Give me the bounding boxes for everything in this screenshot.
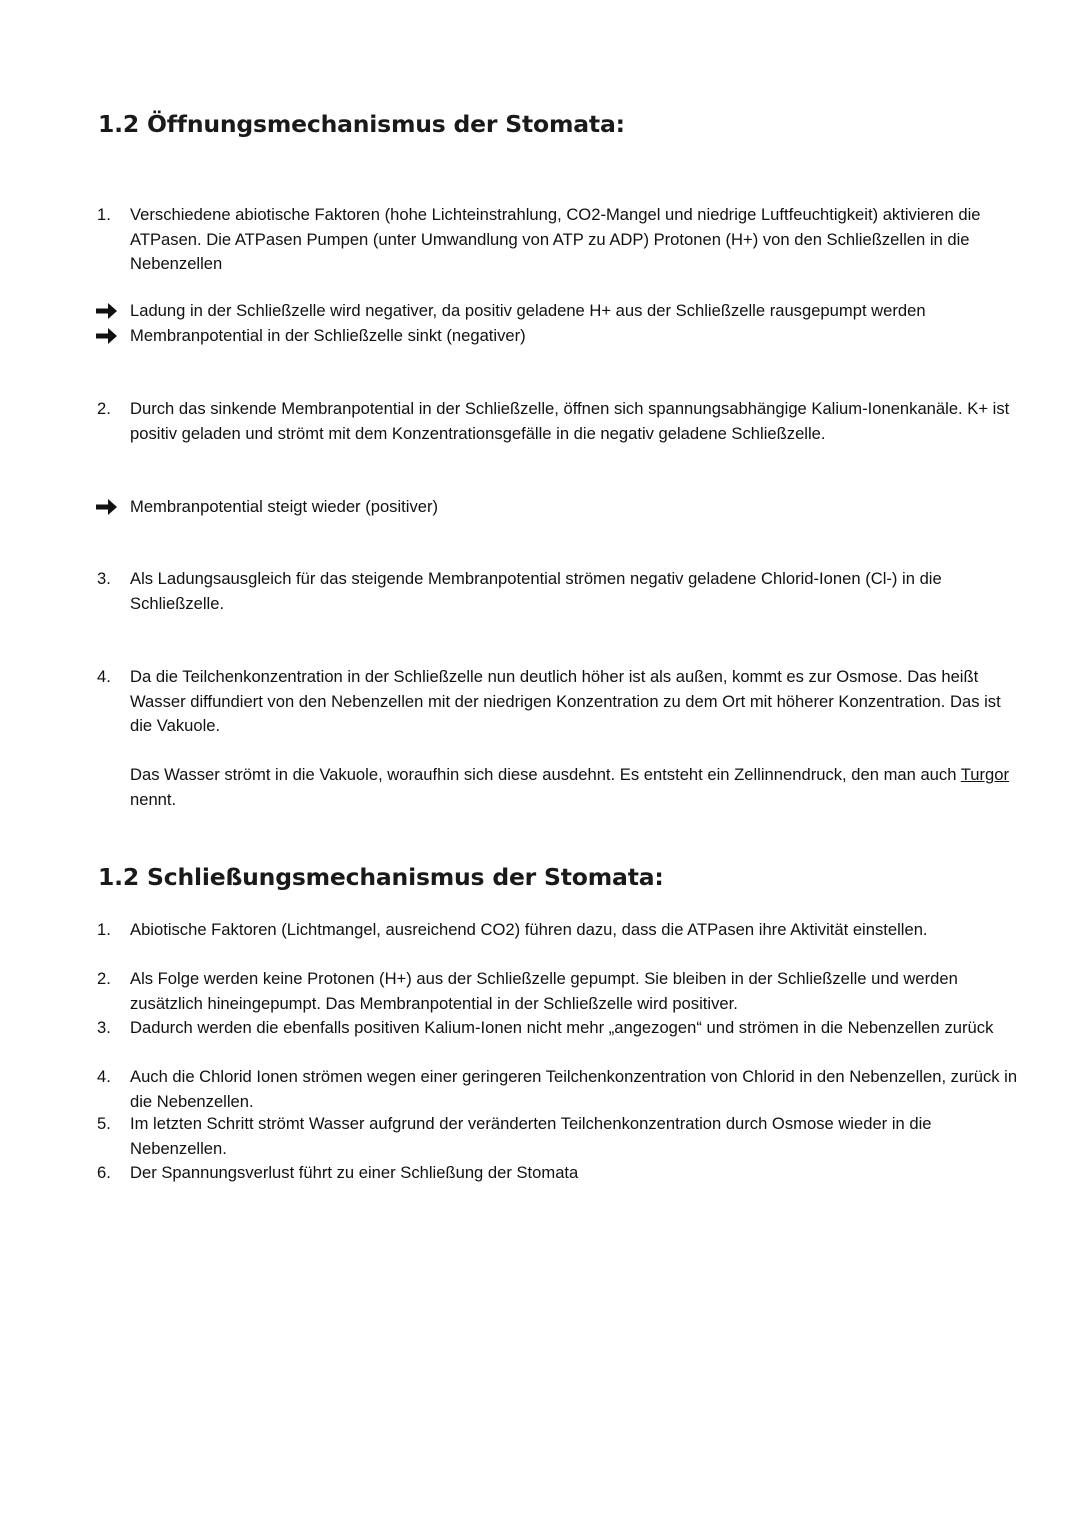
opening-step-1-number: 1.	[97, 205, 111, 224]
opening-step-2-text: Durch das sinkende Membranpotential in der Schließzelle, öffnen sich spannungsabhängige Kalium-Ionenkanäle. K+ ist positiv geladen und strömt mit dem Konzentrationsgefälle in die negativ geladene Schließzelle.	[130, 399, 1010, 443]
opening-step-3-text: Als Ladungsausgleich für das steigende Membranpotential strömen negativ geladene Chlorid-Ionen (Cl-) in die Schließzelle.	[130, 569, 942, 613]
closing-heading: 1.2 Schließungsmechanismus der Stomata:	[98, 863, 664, 891]
turgor-text-before: Das Wasser strömt in die Vakuole, woraufhin sich diese ausdehnt. Es entsteht ein Zellinnendruck, den man auch	[130, 765, 961, 784]
closing-step-number: 4.	[97, 1067, 111, 1086]
opening-step-2-number: 2.	[97, 399, 111, 418]
opening-step-3-number: 3.	[97, 569, 111, 588]
closing-step-text: Auch die Chlorid Ionen strömen wegen einer geringeren Teilchenkonzentration von Chlorid in den Nebenzellen, zurück in die Nebenzellen.	[130, 1067, 1018, 1111]
turgor-term: Turgor	[960, 765, 1010, 784]
closing-step-text: Abiotische Faktoren (Lichtmangel, ausreichend CO2) führen dazu, dass die ATPasen ihre Aktivität einstellen.	[130, 920, 928, 939]
closing-step-text: Der Spannungsverlust führt zu einer Schließung der Stomata	[130, 1163, 579, 1182]
closing-step-number: 6.	[97, 1163, 111, 1182]
opening-step-4-number: 4.	[97, 667, 111, 686]
closing-step-number: 3.	[97, 1018, 111, 1037]
opening-step-1-text: Verschiedene abiotische Faktoren (hohe Lichteinstrahlung, CO2-Mangel und niedrige Luftfeuchtigkeit) aktivieren die ATPasen. Die ATPasen Pumpen (unter Umwandlung von ATP zu ADP) Protonen (H+) von den Schließzellen in die Nebenzellen	[130, 205, 981, 273]
closing-step-text: Als Folge werden keine Protonen (H+) aus der Schließzelle gepumpt. Sie bleiben in der Schließzelle und werden zusätzlich hineingepumpt. Das Membranpotential in der Schließzelle wird positiver.	[130, 969, 958, 1013]
closing-step-number: 5.	[97, 1114, 111, 1133]
turgor-text-after: nennt.	[130, 789, 177, 809]
opening-arrow-3-text: Membranpotential steigt wieder (positiver)	[130, 497, 439, 516]
arrow-right-icon	[94, 495, 120, 519]
opening-heading: 1.2 Öffnungsmechanismus der Stomata:	[98, 110, 625, 138]
closing-step-number: 1.	[97, 920, 111, 939]
arrow-right-icon	[94, 299, 120, 323]
arrow-right-icon	[94, 324, 120, 348]
closing-step-number: 2.	[97, 969, 111, 988]
opening-step-4-text: Da die Teilchenkonzentration in der Schließzelle nun deutlich höher ist als außen, kommt es zur Osmose. Das heißt Wasser diffundiert von den Nebenzellen mit der niedrigen Konzentration zu dem Ort mit höherer Konzentration. Das ist die Vakuole.	[130, 667, 1001, 735]
opening-step-4-turgor-paragraph	[130, 763, 1020, 812]
opening-arrow-1-text: Ladung in der Schließzelle wird negativer, da positiv geladene H+ aus der Schließzelle rausgepumpt werden	[130, 301, 926, 320]
closing-step-text: Dadurch werden die ebenfalls positiven Kalium-Ionen nicht mehr „angezogen“ und strömen in die Nebenzellen zurück	[130, 1018, 994, 1037]
closing-step-text: Im letzten Schritt strömt Wasser aufgrund der veränderten Teilchenkonzentration durch Osmose wieder in die Nebenzellen.	[130, 1114, 932, 1158]
opening-arrow-2-text: Membranpotential in der Schließzelle sinkt (negativer)	[130, 326, 526, 345]
